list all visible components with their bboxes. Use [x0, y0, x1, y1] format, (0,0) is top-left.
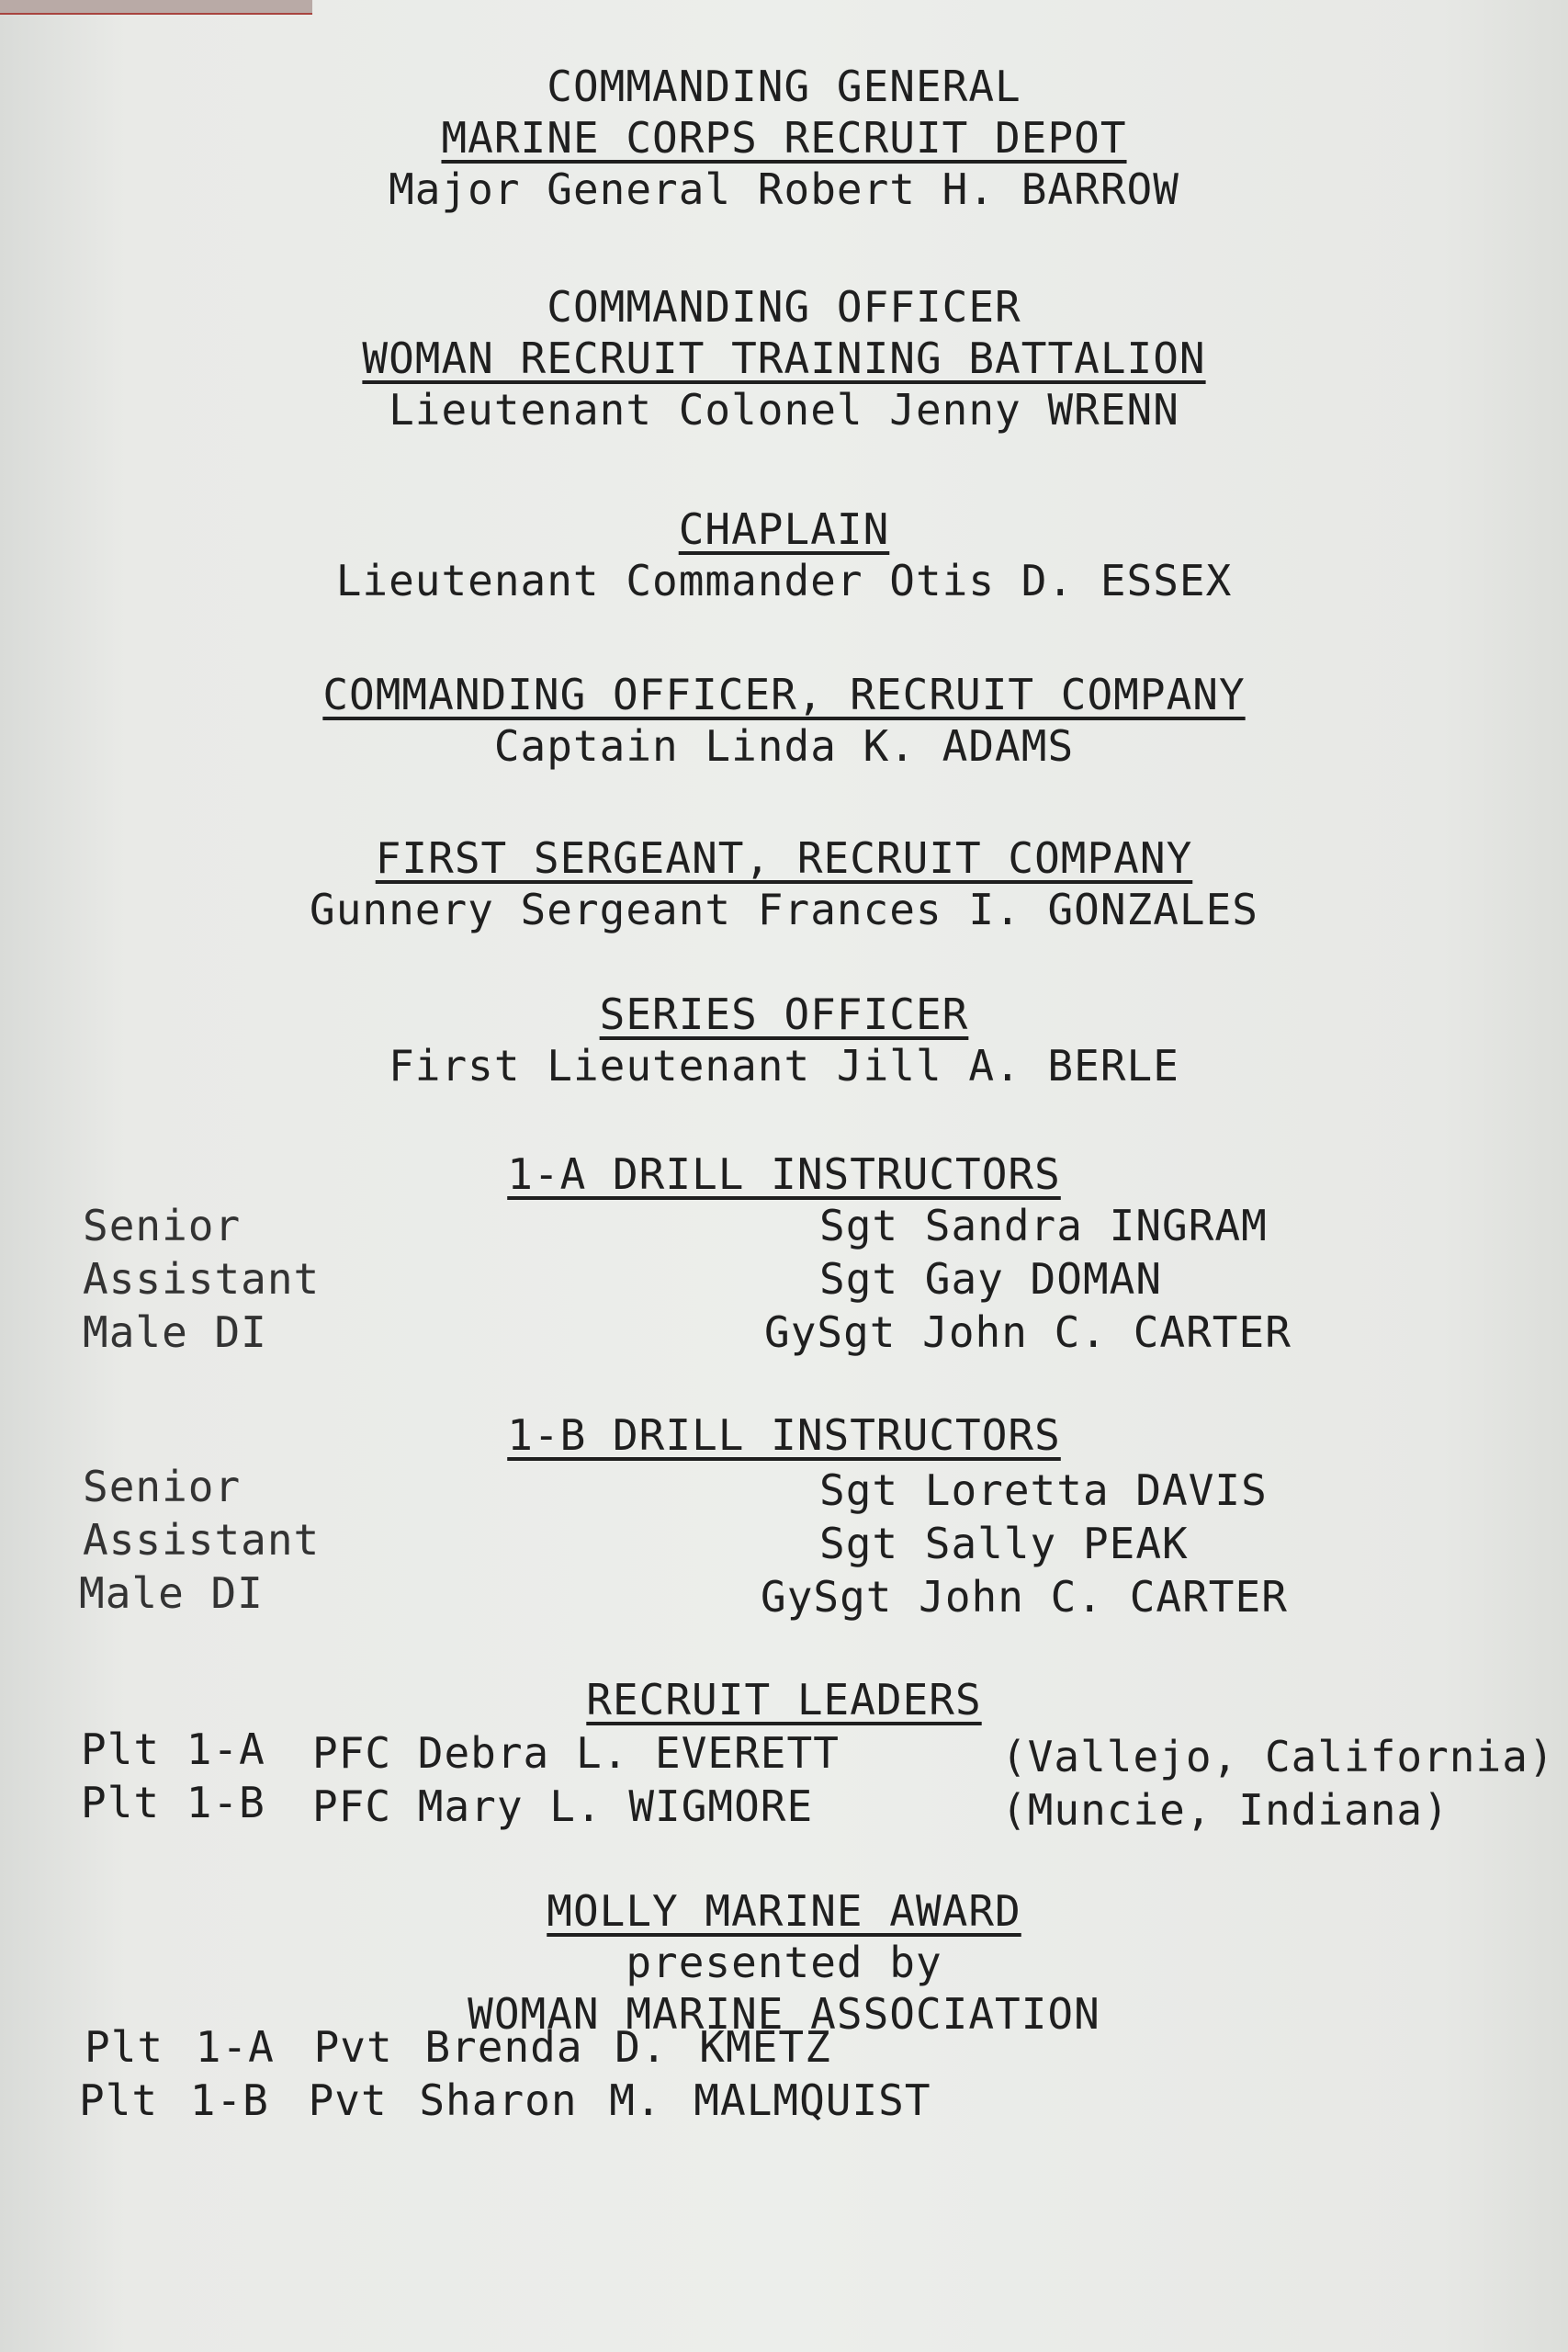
page-corner-edge — [0, 0, 312, 15]
association-name: WOMAN MARINE ASSOCIATION — [468, 1989, 1100, 2039]
molly-marine-section — [0, 1885, 1568, 2040]
leader-platoon: Plt 1-A — [81, 1724, 265, 1774]
di-1a-title: 1-A DRILL INSTRUCTORS — [507, 1149, 1061, 1199]
series-officer-name: First Lieutenant Jill A. BERLE — [389, 1041, 1179, 1091]
company-commander-section — [0, 669, 1568, 772]
di-1a-role: Male DI — [83, 1307, 267, 1357]
leader-hometown: (Muncie, Indiana) — [1001, 1785, 1450, 1835]
commanding-general-title: COMMANDING GENERAL — [547, 62, 1021, 111]
series-officer-title: SERIES OFFICER — [599, 989, 969, 1039]
chaplain-title: CHAPLAIN — [678, 504, 890, 554]
award-recipient-name: Pvt Brenda D. KMETZ — [313, 2022, 831, 2072]
di-1b-name: GySgt John C. CARTER — [761, 1572, 1288, 1622]
first-sergeant-name: Gunnery Sergeant Frances I. GONZALES — [310, 885, 1258, 934]
series-officer-section — [0, 989, 1568, 1091]
commanding-officer-name: Lieutenant Colonel Jenny WRENN — [389, 385, 1179, 435]
di-1b-role: Assistant — [83, 1515, 321, 1565]
di-1a-name: GySgt John C. CARTER — [764, 1307, 1292, 1357]
recruit-leaders-title: RECRUIT LEADERS — [586, 1675, 982, 1724]
commanding-officer-title: COMMANDING OFFICER — [547, 282, 1021, 332]
presented-by-text: presented by — [626, 1938, 942, 1987]
di-1b-name: Sgt Loretta DAVIS — [819, 1465, 1268, 1515]
recruit-depot-title: MARINE CORPS RECRUIT DEPOT — [441, 113, 1127, 163]
commanding-general-name: Major General Robert H. BARROW — [389, 164, 1179, 214]
award-platoon: Plt 1-A — [85, 2022, 275, 2072]
leader-name: PFC Debra L. EVERETT — [312, 1728, 840, 1778]
leader-name: PFC Mary L. WIGMORE — [312, 1781, 814, 1831]
chaplain-name: Lieutenant Commander Otis D. ESSEX — [335, 556, 1233, 605]
first-sergeant-section — [0, 832, 1568, 935]
di-1b-role: Male DI — [79, 1568, 264, 1618]
recruit-leaders-section — [0, 1674, 1568, 1725]
company-commander-title: COMMANDING OFFICER, RECRUIT COMPANY — [322, 670, 1246, 719]
di-1a-role: Senior — [83, 1201, 242, 1250]
di-1b-role: Senior — [83, 1462, 242, 1511]
award-recipient — [79, 2075, 931, 2126]
chaplain-section — [0, 503, 1568, 606]
commanding-officer-section — [0, 281, 1568, 435]
di-1a-role: Assistant — [83, 1254, 321, 1304]
commanding-general-section — [0, 61, 1568, 215]
di-1a-name: Sgt Sandra INGRAM — [819, 1201, 1268, 1250]
leader-hometown: (Vallejo, California) — [1001, 1732, 1555, 1781]
company-commander-name: Captain Linda K. ADAMS — [493, 721, 1075, 771]
award-recipient — [85, 2021, 831, 2073]
di-1b-name: Sgt Sally PEAK — [819, 1519, 1189, 1568]
leader-platoon: Plt 1-B — [81, 1778, 265, 1827]
first-sergeant-title: FIRST SERGEANT, RECRUIT COMPANY — [375, 833, 1193, 883]
di-1b-title: 1-B DRILL INSTRUCTORS — [507, 1410, 1061, 1460]
battalion-title: WOMAN RECRUIT TRAINING BATTALION — [362, 334, 1206, 383]
di-1b-section — [0, 1409, 1568, 1461]
molly-marine-title: MOLLY MARINE AWARD — [547, 1886, 1021, 1936]
award-platoon: Plt 1-B — [79, 2075, 269, 2125]
award-recipient-name: Pvt Sharon M. MALMQUIST — [308, 2075, 931, 2125]
di-1a-name: Sgt Gay DOMAN — [819, 1254, 1163, 1304]
di-1a-section — [0, 1148, 1568, 1200]
